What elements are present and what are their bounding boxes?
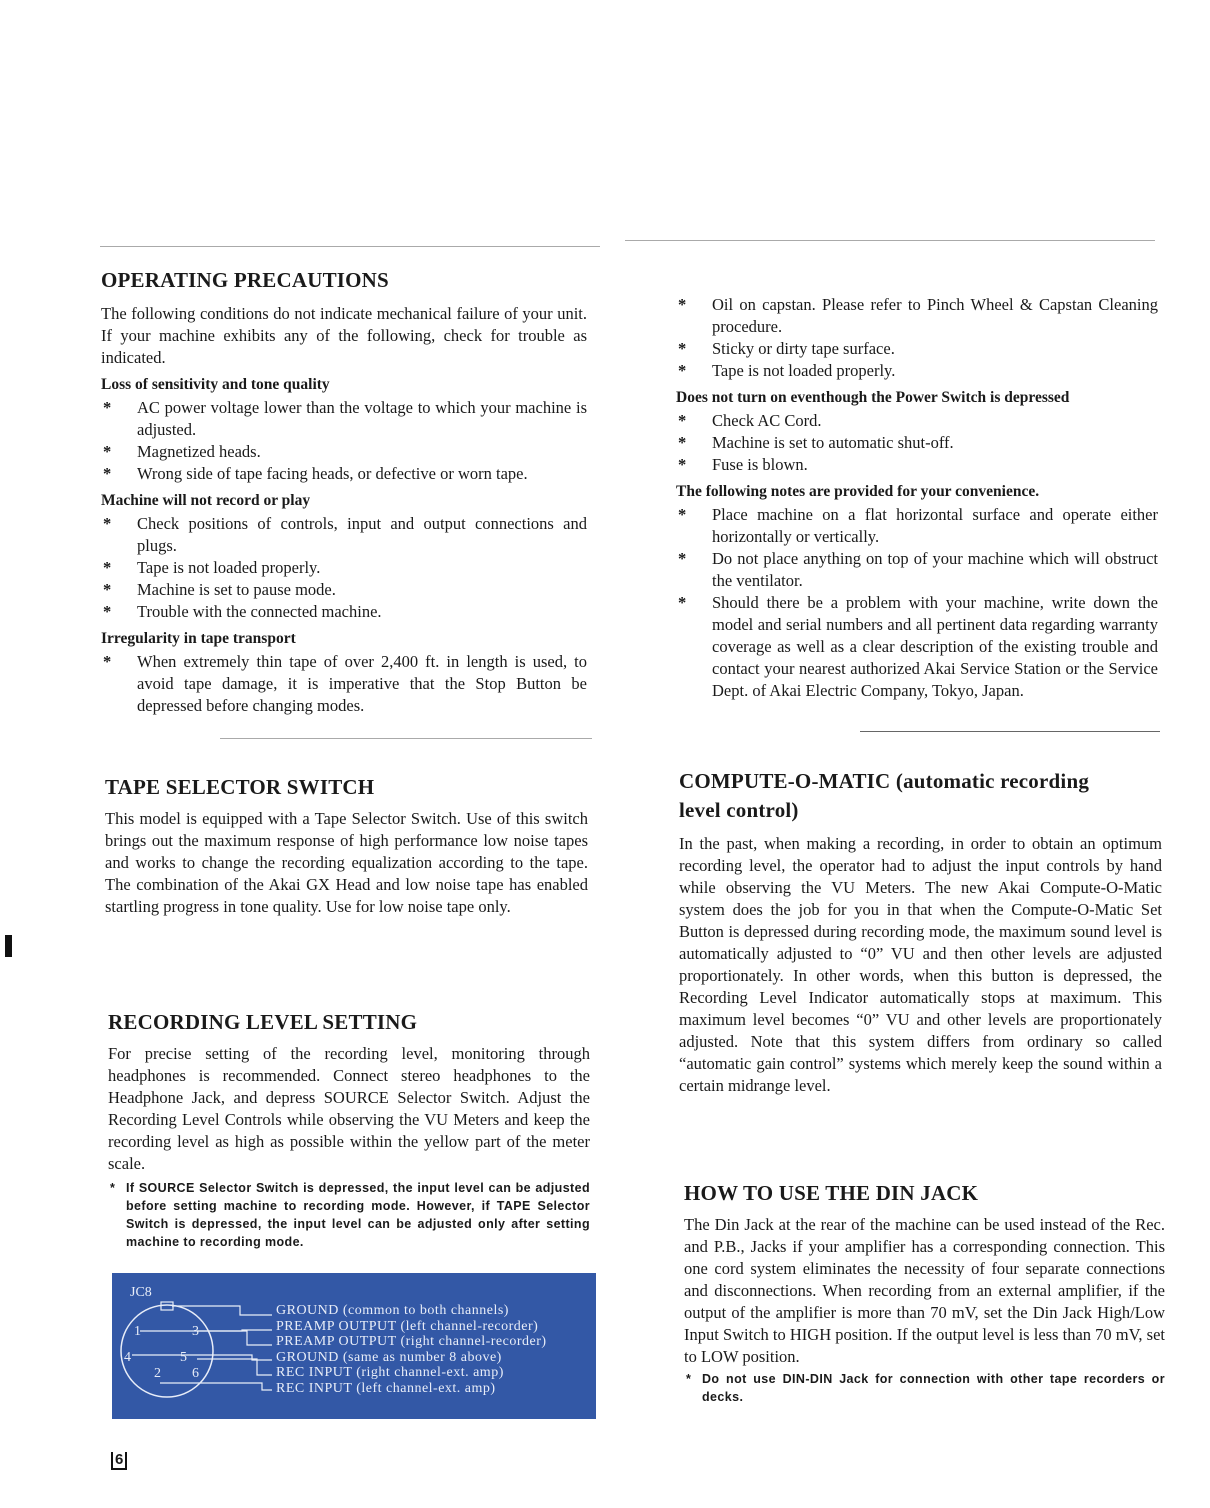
list-item: * Sticky or dirty tape surface. <box>676 338 1158 360</box>
connector-label: JC8 <box>130 1285 152 1300</box>
list-item: * Machine is set to automatic shut-off. <box>676 432 1158 454</box>
bullet-list <box>676 504 1158 702</box>
pin-assignment: PREAMP OUTPUT (right channel-recorder) <box>276 1334 547 1349</box>
tape-selector-body: This model is equipped with a Tape Selector Switch. Use of this switch brings out the maximum response of high performance low noise tapes and works to change the recording equalization according to the tape. The combination of the Akai GX Head and low noise tape has enabled startling progress in tone quality. Use for low noise tape only. <box>105 809 588 916</box>
bullet-list <box>101 397 587 485</box>
pin-number: 1 <box>134 1324 141 1339</box>
bullet-list <box>101 651 587 717</box>
recording-level-body: For precise setting of the recording level, monitoring through headphones is recommended. Connect stereo headphones to the Headphone Jack, and depress SOURCE Selector Switch. Adjust the Recording Level Controls while observing the VU Meters and keep the recording level as high as possible within the yellow part of the meter scale. <box>108 1044 590 1173</box>
top-rule-right <box>625 240 1155 241</box>
pin-assignment: GROUND (common to both channels) <box>276 1303 509 1318</box>
din-jack-body: The Din Jack at the rear of the machine can be used instead of the Rec. and P.B., Jacks if your amplifier has a corresponding connection. This one cord system eliminates the necessity of four separate connections and disconnections. When recording from an external amplifier, if the output of the amplifier is more than 70 mV, set the Din Jack High/Low Input Switch to HIGH position. If the output level is less than 70 mV, set to LOW position. <box>684 1215 1165 1366</box>
tape-selector-section <box>105 774 588 918</box>
list-item: * Wrong side of tape facing heads, or defective or worn tape. <box>101 463 587 485</box>
compute-o-matic-section <box>679 767 1162 1097</box>
pin-assignment-list <box>276 1303 547 1396</box>
bullet-list <box>676 410 1158 476</box>
group-heading: Machine will not record or play <box>101 492 311 509</box>
precautions-continued-section <box>676 294 1158 702</box>
margin-mark <box>5 935 12 957</box>
section-rule <box>220 738 592 739</box>
pin-assignment: REC INPUT (right channel-ext. amp) <box>276 1365 504 1380</box>
operating-precautions-title: OPERATING PRECAUTIONS <box>101 268 389 292</box>
tape-selector-title: TAPE SELECTOR SWITCH <box>105 775 375 799</box>
list-item: * Check positions of controls, input and output connections and plugs. <box>101 513 587 557</box>
group-heading: The following notes are provided for your convenience. <box>676 483 1040 500</box>
bullet-list <box>101 513 587 623</box>
compute-o-matic-title: COMPUTE-O-MATIC (automatic recording level control) <box>679 769 1090 822</box>
group-heading: Irregularity in tape transport <box>101 630 296 647</box>
list-item: * AC power voltage lower than the voltage to which your machine is adjusted. <box>101 397 587 441</box>
recording-level-note: * If SOURCE Selector Switch is depressed, the input level can be adjusted before setting machine to recording mode. However, if TAPE Selector Switch is depressed, the input level can be adjusted only after setting machine to recording mode. <box>108 1179 590 1251</box>
list-item: * Tape is not loaded properly. <box>101 557 587 579</box>
din-jack-section <box>684 1180 1165 1406</box>
din-pin-diagram <box>112 1273 596 1419</box>
list-item: * Fuse is blown. <box>676 454 1158 476</box>
group-heading: Loss of sensitivity and tone quality <box>101 376 330 393</box>
din-jack-note: * Do not use DIN-DIN Jack for connection with other tape recorders or decks. <box>684 1370 1165 1406</box>
pin-assignment: GROUND (same as number 8 above) <box>276 1349 502 1365</box>
pin-number: 2 <box>154 1366 161 1381</box>
bullet-list <box>676 294 1158 382</box>
pin-number: 4 <box>124 1350 131 1365</box>
pin-number: 3 <box>192 1324 199 1339</box>
list-item: * Oil on capstan. Please refer to Pinch Wheel & Capstan Cleaning procedure. <box>676 294 1158 338</box>
pin-number: 6 <box>192 1366 199 1381</box>
list-item: * Magnetized heads. <box>101 441 587 463</box>
top-rule-left <box>100 246 600 247</box>
pin-assignment: PREAMP OUTPUT (left channel-recorder) <box>276 1318 539 1334</box>
list-item: * Check AC Cord. <box>676 410 1158 432</box>
section-rule <box>860 731 1160 732</box>
pin-number: 5 <box>180 1350 187 1365</box>
recording-level-title: RECORDING LEVEL SETTING <box>108 1010 418 1034</box>
compute-o-matic-body: In the past, when making a recording, in order to obtain an optimum recording level, the operator had to adjust the input controls by hand while observing the VU Meters. The new Akai Compute-O-Matic system does the job for you in that when the Compute-O-Matic Set Button is depressed during recording mode, the maximum sound level is automatically adjusted to “0” VU and then other levels are adjusted proportionately. In other words, when this button is depressed, the Recording Level Indicator automatically stops at maximum. This maximum level becomes “0” VU and other levels are proportionately adjusted. Note that this system differs from ordinary so called “automatic gain control” systems which merely keep the sound within a certain midrange level. <box>679 834 1162 1095</box>
din-jack-title: HOW TO USE THE DIN JACK <box>684 1181 979 1205</box>
operating-precautions-section <box>101 267 587 717</box>
pin-assignment: REC INPUT (left channel-ext. amp) <box>276 1380 496 1396</box>
list-item: * Trouble with the connected machine. <box>101 601 587 623</box>
list-item: * Place machine on a flat horizontal surface and operate either horizontally or vertically. <box>676 504 1158 548</box>
list-item: * Machine is set to pause mode. <box>101 579 587 601</box>
list-item: * Should there be a problem with your machine, write down the model and serial numbers and all pertinent data regarding warranty coverage as well as a clear description of the existing trouble and contact your nearest authorized Akai Service Station or the Service Dept. of Akai Electric Company, Tokyo, Japan. <box>676 592 1158 702</box>
recording-level-section <box>108 1009 590 1251</box>
list-item: * Do not place anything on top of your machine which will obstruct the ventilator. <box>676 548 1158 592</box>
group-heading: Does not turn on eventhough the Power Switch is depressed <box>676 389 1070 406</box>
precautions-intro: The following conditions do not indicate mechanical failure of your unit. If your machine exhibits any of the following, check for trouble as indicated. <box>101 304 587 367</box>
page-number: 6 <box>111 1452 127 1470</box>
list-item: * When extremely thin tape of over 2,400 ft. in length is used, to avoid tape damage, it is imperative that the Stop Button be depressed before changing modes. <box>101 651 587 717</box>
list-item: * Tape is not loaded properly. <box>676 360 1158 382</box>
